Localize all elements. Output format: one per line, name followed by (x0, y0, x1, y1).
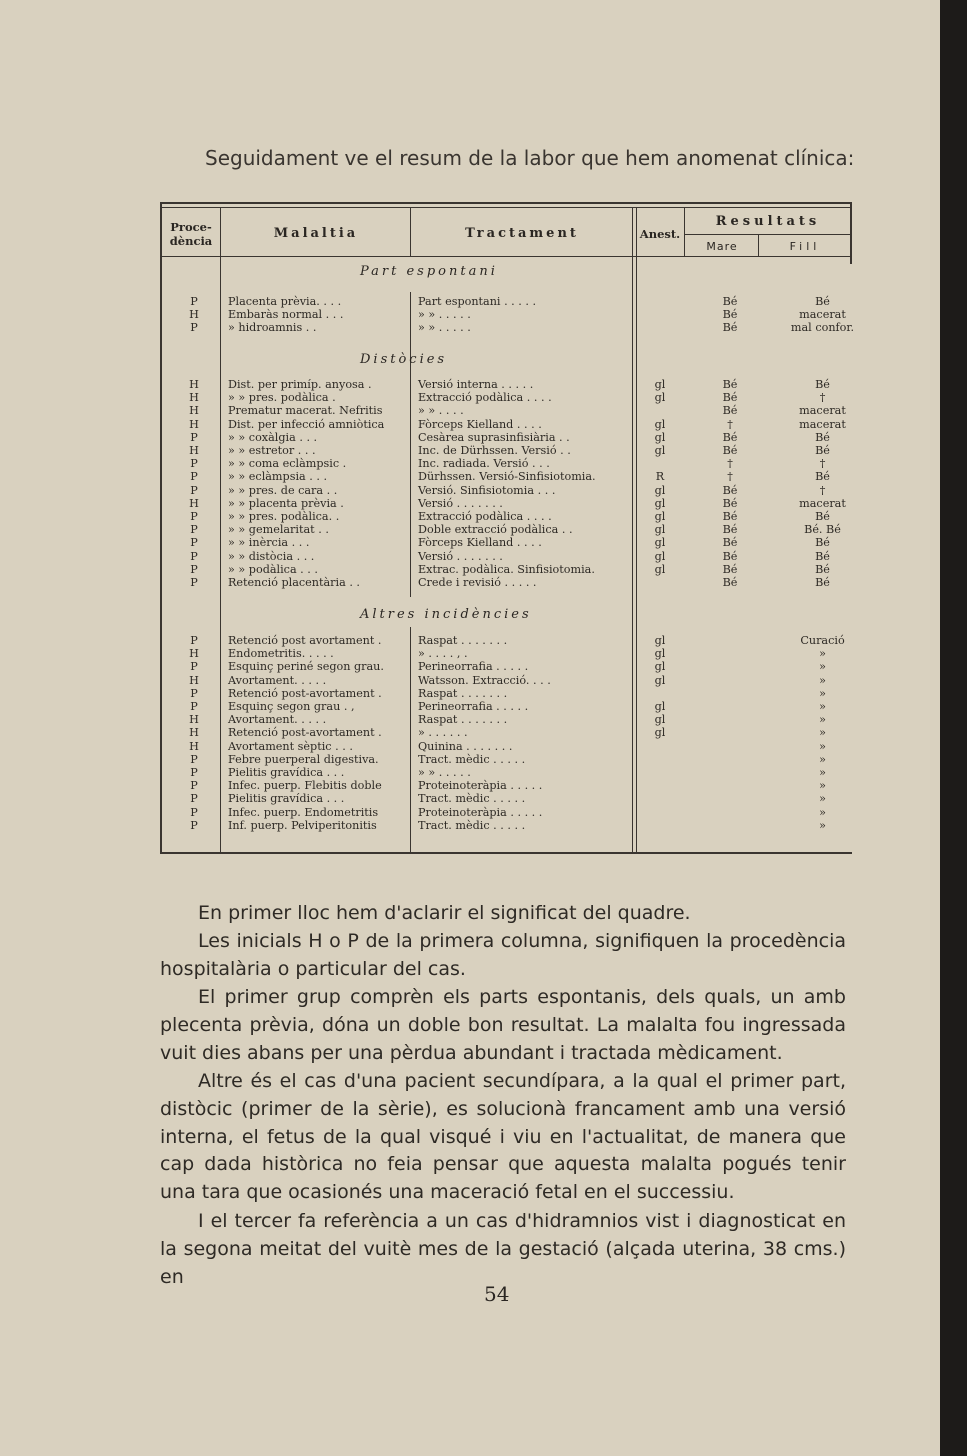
cell-tractament: Quinina . . . . . . . (418, 739, 513, 753)
cell-malaltia: » » gemelaritat . . (228, 523, 329, 537)
table-left-rule (160, 202, 162, 854)
cell-procedencia: H (189, 713, 199, 727)
cell-procedencia: P (190, 430, 198, 444)
cell-procedencia: P (190, 321, 198, 335)
cell-fill: macerat (799, 308, 846, 322)
cell-procedencia: P (190, 470, 198, 484)
intro-sentence: Seguidament ve el resum de la labor que hem anomenat clínica: (205, 146, 855, 170)
cell-fill: † (819, 483, 826, 497)
cell-malaltia: Esquinç segon grau . , (228, 700, 355, 713)
cell-mare: Bé (722, 510, 738, 523)
cell-tractament: Fòrceps Kielland . . . . (418, 417, 542, 431)
section-title: Part espontani (360, 264, 498, 279)
cell-mare: Bé (722, 378, 738, 391)
cell-mare: † (727, 470, 733, 484)
cell-malaltia: » » eclàmpsia . . . (228, 470, 328, 484)
cell-procedencia: P (190, 536, 198, 550)
paragraph-5: I el tercer fa referència a un cas d'hidramnios vist i diagnosticat en la segona meitat del vuitè mes de la gestació (alçada uterina, 38 cms.) en (160, 1210, 846, 1288)
cell-fill: mal confor. (790, 321, 855, 335)
cell-fill: » (819, 660, 826, 674)
cell-tractament: Part espontani . . . . . (418, 295, 537, 308)
cell-malaltia: » » estretor . . . (228, 444, 316, 457)
cell-procedencia: H (189, 673, 199, 687)
cell-fill: Curació (800, 634, 845, 647)
cell-mare: Bé (722, 404, 738, 418)
col-sep-1 (220, 208, 221, 852)
section-title: Distòcies (360, 352, 448, 367)
cell-malaltia: » hidroamnis . . (228, 321, 317, 335)
col-sep-3b (636, 208, 637, 852)
col-sep-5-head (758, 235, 759, 257)
cell-malaltia: Placenta prèvia. . . . (228, 295, 342, 308)
cell-anest: R (655, 470, 665, 484)
cell-tractament: Inc. radiada. Versió . . . (418, 457, 550, 471)
cell-malaltia: Avortament sèptic . . . (228, 739, 353, 753)
cell-fill: Bé (815, 295, 830, 308)
header-resultats: Resultats (715, 214, 821, 229)
cell-malaltia: Retenció post-avortament . (228, 726, 382, 740)
col-sep-3 (632, 208, 633, 852)
cell-malaltia: Dist. per infecció amniòtica (228, 417, 385, 431)
cell-anest: gl (654, 430, 666, 444)
cell-tractament: Raspat . . . . . . . (418, 634, 508, 647)
cell-procedencia: P (190, 576, 198, 589)
section-title: Altres incidències (360, 607, 532, 622)
cell-procedencia: H (189, 496, 199, 510)
cell-anest: gl (654, 700, 666, 713)
cell-fill: macerat (799, 496, 846, 510)
header-anest: Anest. (639, 227, 681, 241)
cell-fill: Bé (815, 562, 830, 576)
cell-fill: Bé (815, 536, 830, 550)
cell-mare: Bé (722, 562, 738, 576)
cell-tractament: » . . . . , . (418, 647, 468, 661)
cell-tractament: Versió. Sinfisiotomia . . . (418, 483, 556, 497)
cell-mare: Bé (722, 444, 738, 457)
header-fill: Fill (789, 240, 821, 253)
cell-fill: † (819, 391, 826, 405)
cell-mare: Bé (722, 391, 738, 405)
cell-procedencia: P (190, 510, 198, 523)
cell-anest: gl (654, 647, 666, 661)
paragraph-4: Altre és el cas d'una pacient secundípara, a la qual el primer part, distòcic (primer de la sèrie), es solucionà francament amb una versió interna, el fetus de la qual visqué i viu en l'actualitat, de manera que cap dada històrica no feia pensar que aquesta malalta pogués tenir una tara que ocasionés una maceració fetal en el successiu. (160, 1070, 846, 1204)
cell-mare: Bé (722, 430, 738, 444)
header-procedencia: Proce- dència (169, 220, 213, 248)
cell-fill: macerat (799, 404, 846, 418)
cell-procedencia: P (190, 805, 198, 819)
cell-anest: gl (654, 496, 666, 510)
cell-fill: » (819, 647, 826, 661)
cell-fill: Bé. Bé (804, 523, 841, 537)
cell-anest: gl (654, 660, 666, 674)
cell-fill: » (819, 739, 826, 753)
cell-tractament: Tract. mèdic . . . . . (418, 818, 526, 832)
cell-malaltia: Pielitis gravídica . . . (228, 766, 345, 779)
resultats-rule (684, 234, 850, 235)
cell-mare: † (727, 457, 733, 471)
cell-anest: gl (654, 536, 666, 550)
cell-fill: » (819, 779, 826, 793)
cell-fill: Bé (815, 510, 830, 523)
cell-procedencia: P (190, 549, 198, 563)
cell-tractament: Inc. de Dürhssen. Versió . . (418, 444, 571, 457)
cell-malaltia: Endometritis. . . . . (228, 647, 334, 661)
paragraph-1: En primer lloc hem d'aclarir el significat del quadre. (198, 902, 691, 924)
cell-anest: gl (654, 417, 666, 431)
cell-mare: Bé (722, 549, 738, 563)
cell-fill: » (819, 713, 826, 727)
cell-malaltia: Pielitis gravídica . . . (228, 792, 345, 806)
col-sep-2a (410, 292, 411, 597)
cell-malaltia: Embaràs normal . . . (228, 308, 344, 322)
cell-malaltia: » » pres. de cara . . (228, 483, 338, 497)
col-sep-4-head (684, 208, 685, 257)
cell-tractament: Proteinoteràpia . . . . . (418, 805, 543, 819)
cell-mare: Bé (722, 496, 738, 510)
cell-procedencia: P (190, 457, 198, 471)
cell-tractament: Cesàrea suprasinfisiària . . (418, 430, 570, 444)
header-mare: Mare (706, 240, 738, 253)
col-sep-2b (410, 627, 411, 852)
cell-tractament: Doble extracció podàlica . . (418, 523, 573, 537)
cell-tractament: Dürhssen. Versió-Sinfisiotomia. (418, 470, 596, 484)
cell-malaltia: Infec. puerp. Endometritis (228, 805, 379, 819)
table-top-rule (160, 202, 852, 204)
cell-mare: Bé (722, 523, 738, 537)
cell-fill: Bé (815, 470, 830, 484)
cell-malaltia: Febre puerperal digestiva. (228, 752, 379, 766)
cell-mare: Bé (722, 308, 738, 322)
cell-mare: Bé (722, 576, 738, 589)
cell-malaltia: » » placenta prèvia . (228, 496, 344, 510)
cell-fill: » (819, 752, 826, 766)
cell-procedencia: P (190, 483, 198, 497)
cell-mare: Bé (722, 321, 738, 335)
cell-tractament: » » . . . . . (418, 766, 471, 779)
cell-mare: Bé (722, 536, 738, 550)
cell-tractament: » . . . . . . (418, 726, 468, 740)
cell-procedencia: H (189, 647, 199, 661)
cell-malaltia: Avortament. . . . . (228, 673, 327, 687)
cell-tractament: Extrac. podàlica. Sinfisiotomia. (418, 562, 595, 576)
cell-procedencia: P (190, 295, 198, 308)
cell-tractament: Crede i revisió . . . . . (418, 576, 537, 589)
cell-malaltia: Inf. puerp. Pelviperitonitis (228, 818, 377, 832)
cell-tractament: Extracció podàlica . . . . (418, 510, 552, 523)
cell-malaltia: Retenció post-avortament . (228, 686, 382, 700)
cell-anest: gl (654, 549, 666, 563)
cell-procedencia: P (190, 660, 198, 674)
cell-fill: macerat (799, 417, 846, 431)
cell-tractament: Tract. mèdic . . . . . (418, 792, 526, 806)
cell-anest: gl (654, 634, 666, 647)
cell-tractament: Perineorrafia . . . . . (418, 700, 529, 713)
page-number: 54 (484, 1282, 510, 1306)
cell-tractament: Tract. mèdic . . . . . (418, 752, 526, 766)
cell-tractament: Perineorrafia . . . . . (418, 660, 529, 674)
cell-anest: gl (654, 713, 666, 727)
cell-fill: » (819, 792, 826, 806)
cell-procedencia: P (190, 634, 198, 647)
cell-procedencia: H (189, 404, 199, 418)
cell-fill: » (819, 686, 826, 700)
cell-anest: gl (654, 726, 666, 740)
cell-procedencia: H (189, 378, 199, 391)
cell-procedencia: P (190, 766, 198, 779)
cell-malaltia: Dist. per primíp. anyosa . (228, 378, 372, 391)
cell-procedencia: P (190, 792, 198, 806)
cell-fill: Bé (815, 430, 830, 444)
cell-tractament: Proteinoteràpia . . . . . (418, 779, 543, 793)
cell-tractament: Extracció podàlica . . . . (418, 391, 552, 405)
cell-fill: » (819, 818, 826, 832)
cell-fill: » (819, 766, 826, 779)
cell-fill: » (819, 700, 826, 713)
cell-malaltia: Avortament. . . . . (228, 713, 327, 727)
cell-malaltia: » » coma eclàmpsic . (228, 457, 347, 471)
cell-malaltia: Retenció placentària . . (228, 576, 360, 589)
paragraph-2: Les inicials H o P de la primera columna, signifiquen la procedència hospitalària o particular del cas. (160, 930, 846, 980)
cell-malaltia: » » podàlica . . . (228, 562, 318, 576)
cell-procedencia: P (190, 523, 198, 537)
cell-tractament: Versió . . . . . . . (418, 496, 503, 510)
cell-anest: gl (654, 523, 666, 537)
cell-procedencia: P (190, 818, 198, 832)
cell-fill: Bé (815, 576, 830, 589)
cell-tractament: » » . . . . (418, 404, 464, 418)
cell-tractament: Watsson. Extracció. . . . (418, 673, 551, 687)
cell-anest: gl (654, 391, 666, 405)
header-bottom-rule (160, 256, 852, 257)
cell-tractament: Raspat . . . . . . . (418, 713, 508, 727)
cell-mare: Bé (722, 295, 738, 308)
cell-malaltia: » » inèrcia . . . (228, 536, 310, 550)
header-malaltia: Malaltia (273, 226, 359, 241)
cell-anest: gl (654, 562, 666, 576)
cell-procedencia: H (189, 739, 199, 753)
cell-mare: Bé (722, 483, 738, 497)
cell-tractament: Versió interna . . . . . (418, 378, 534, 391)
table-right-rule (850, 202, 852, 264)
cell-procedencia: H (189, 444, 199, 457)
cell-malaltia: » » pres. podàlica . (228, 391, 336, 405)
cell-tractament: Fòrceps Kielland . . . . (418, 536, 542, 550)
cell-procedencia: H (189, 308, 199, 322)
cell-tractament: Versió . . . . . . . (418, 549, 503, 563)
cell-malaltia: Retenció post avortament . (228, 634, 382, 647)
cell-malaltia: » » pres. podàlica. . (228, 510, 340, 523)
cell-procedencia: H (189, 726, 199, 740)
results-table (160, 202, 855, 854)
cell-procedencia: P (190, 779, 198, 793)
cell-fill: » (819, 726, 826, 740)
cell-fill: » (819, 805, 826, 819)
cell-malaltia: » » coxàlgia . . . (228, 430, 318, 444)
cell-procedencia: P (190, 700, 198, 713)
cell-anest: gl (654, 673, 666, 687)
cell-anest: gl (654, 378, 666, 391)
cell-malaltia: Esquinç periné segon grau. (228, 660, 384, 674)
cell-procedencia: P (190, 562, 198, 576)
cell-fill: Bé (815, 549, 830, 563)
cell-procedencia: P (190, 752, 198, 766)
paragraph-3: El primer grup comprèn els parts espontanis, dels quals, un amb plecenta prèvia, dóna un doble bon resultat. La malalta fou ingressada vuit dies abans per una pèrdua abundant i tractada mèdicament. (160, 986, 846, 1064)
table-top-rule-inner (160, 207, 852, 208)
cell-procedencia: P (190, 686, 198, 700)
col-sep-2-head (410, 208, 411, 257)
table-bottom-rule (160, 852, 852, 854)
cell-procedencia: H (189, 417, 199, 431)
cell-malaltia: Prematur macerat. Nefritis (228, 404, 383, 418)
cell-tractament: » » . . . . . (418, 321, 471, 335)
cell-tractament: Raspat . . . . . . . (418, 686, 508, 700)
cell-fill: † (819, 457, 826, 471)
header-tractament: Tractament (465, 226, 579, 241)
cell-fill: Bé (815, 444, 830, 457)
cell-malaltia: Infec. puerp. Flebitis doble (228, 779, 382, 793)
cell-anest: gl (654, 510, 666, 523)
cell-malaltia: » » distòcia . . . (228, 549, 315, 563)
cell-anest: gl (654, 483, 666, 497)
cell-tractament: » » . . . . . (418, 308, 471, 322)
cell-fill: Bé (815, 378, 830, 391)
cell-anest: gl (654, 444, 666, 457)
page-edge (940, 0, 967, 1456)
cell-procedencia: H (189, 391, 199, 405)
cell-mare: † (727, 417, 733, 431)
cell-fill: » (819, 673, 826, 687)
